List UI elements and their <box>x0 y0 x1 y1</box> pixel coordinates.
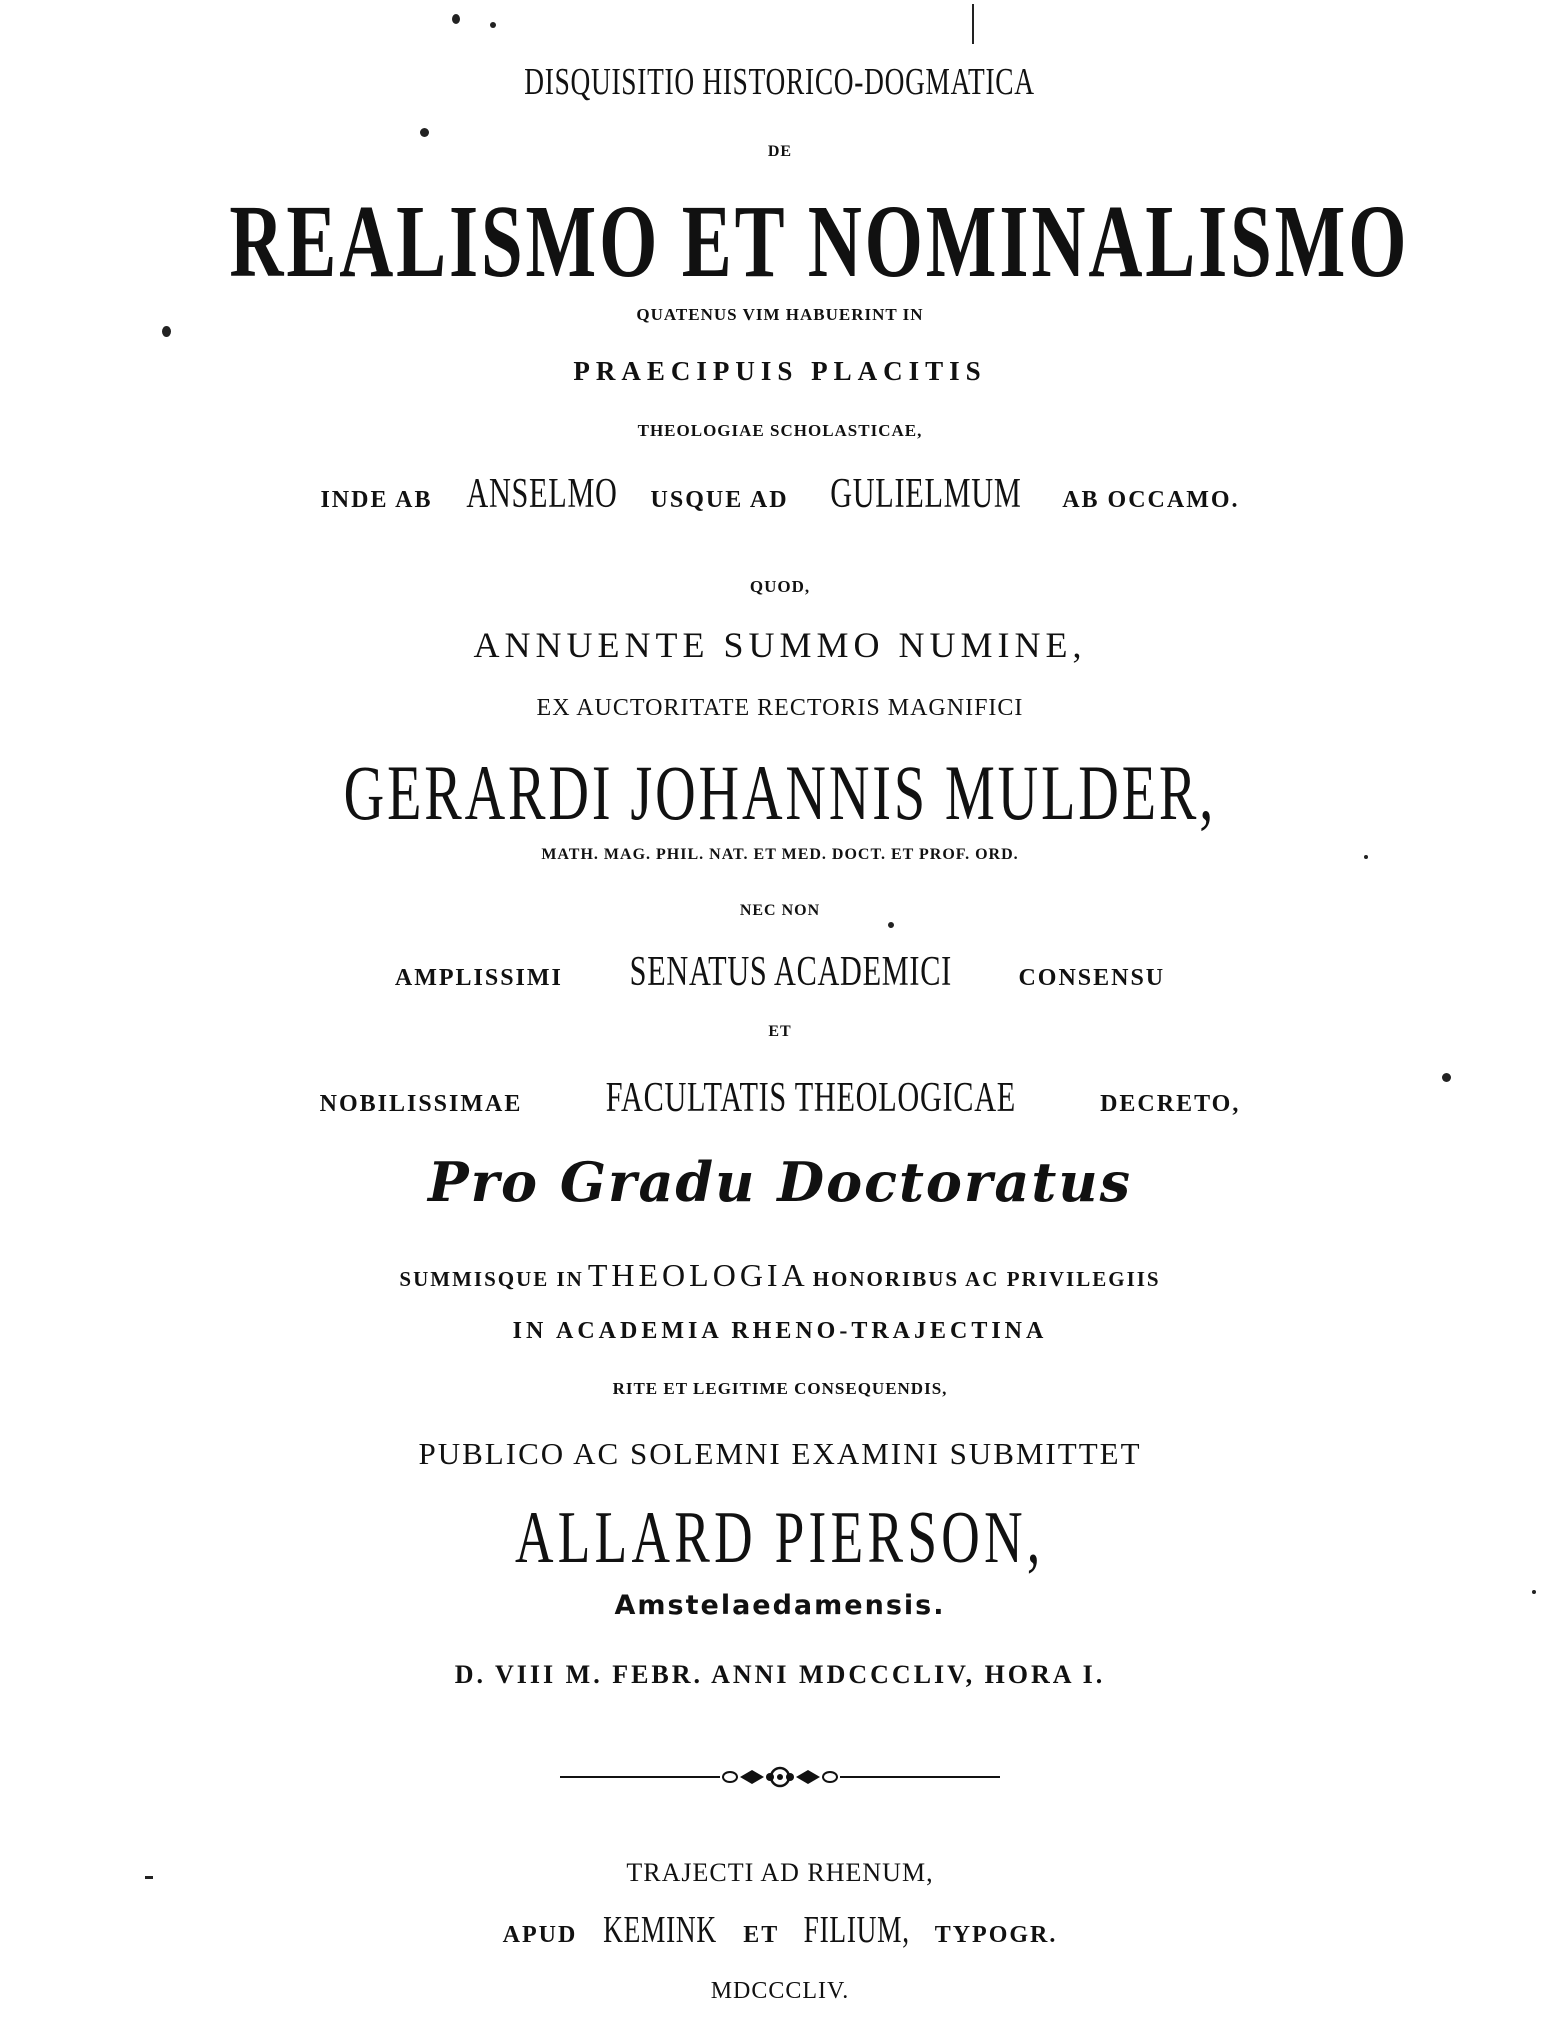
line-et: ET <box>768 1023 792 1040</box>
defense-date: D. VIII M. FEBR. ANNI MDCCCLIV, HORA I. <box>454 1660 1106 1689</box>
speck-mark <box>452 14 460 24</box>
speck-mark <box>162 326 171 337</box>
imprint-place: TRAJECTI AD RHENUM, <box>626 1858 934 1887</box>
line-annuente: ANNUENTE SUMMO NUMINE, <box>473 625 1087 665</box>
line-nobilissimae: NOBILISSIMAE FACULTATIS THEOLOGICAE DECRETO, <box>319 1075 1241 1121</box>
main-title: REALISMO ET NOMINALISMO <box>229 184 1410 299</box>
speck-mark <box>145 1876 153 1879</box>
imprint-year: MDCCCLIV. <box>710 1978 850 2004</box>
line-nec-non: NEC NON <box>739 902 821 919</box>
title-line-disquisitio: DISQUISITIO HISTORICO-DOGMATICA <box>524 61 1036 103</box>
speck-mark <box>1364 855 1368 859</box>
pro-gradu-doctoratus: Pro Gradu Doctoratus <box>428 1150 1132 1214</box>
line-academia: IN ACADEMIA RHENO-TRAJECTINA <box>512 1318 1048 1344</box>
title-line-de: DE <box>767 143 793 160</box>
speck-mark <box>888 922 894 928</box>
rector-titles: MATH. MAG. PHIL. NAT. ET MED. DOCT. ET PROF. ORD. <box>541 846 1019 863</box>
speck-mark <box>420 128 429 137</box>
title-line-theologiae: THEOLOGIAE SCHOLASTICAE, <box>637 421 923 440</box>
line-quod: QUOD, <box>749 577 811 596</box>
rector-name: GERARDI JOHANNIS MULDER, <box>343 749 1217 836</box>
line-summisque: SUMMISQUE IN THEOLOGIA HONORIBUS AC PRIVILEGIIS <box>399 1257 1161 1293</box>
author-name: ALLARD PIERSON, <box>515 1497 1045 1579</box>
speck-mark <box>1532 1590 1536 1594</box>
speck-mark <box>972 4 974 44</box>
line-rite: RITE ET LEGITIME CONSEQUENDIS, <box>612 1379 948 1398</box>
speck-mark <box>490 22 496 28</box>
line-amplissimi: AMPLISSIMI SENATUS ACADEMICI CONSENSU <box>394 949 1166 995</box>
imprint-publisher: APUD KEMINK ET FILIUM, TYPOGR. <box>502 1909 1058 1951</box>
title-line-quatenus: QUATENUS VIM HABUERINT IN <box>636 305 924 324</box>
speck-mark <box>1442 1073 1451 1082</box>
line-publico: PUBLICO AC SOLEMNI EXAMINI SUBMITTET <box>418 1436 1142 1471</box>
ornament-rule-icon <box>560 1762 1000 1792</box>
author-origin: Amstelaedamensis. <box>614 1590 946 1621</box>
title-line-anselmo: INDE AB ANSELMO USQUE AD GULIELMUM AB OCCAMO. <box>320 471 1240 517</box>
line-ex-auctoritate: EX AUCTORITATE RECTORIS MAGNIFICI <box>536 695 1024 721</box>
title-line-praecipuis: PRAECIPUIS PLACITIS <box>573 356 987 386</box>
